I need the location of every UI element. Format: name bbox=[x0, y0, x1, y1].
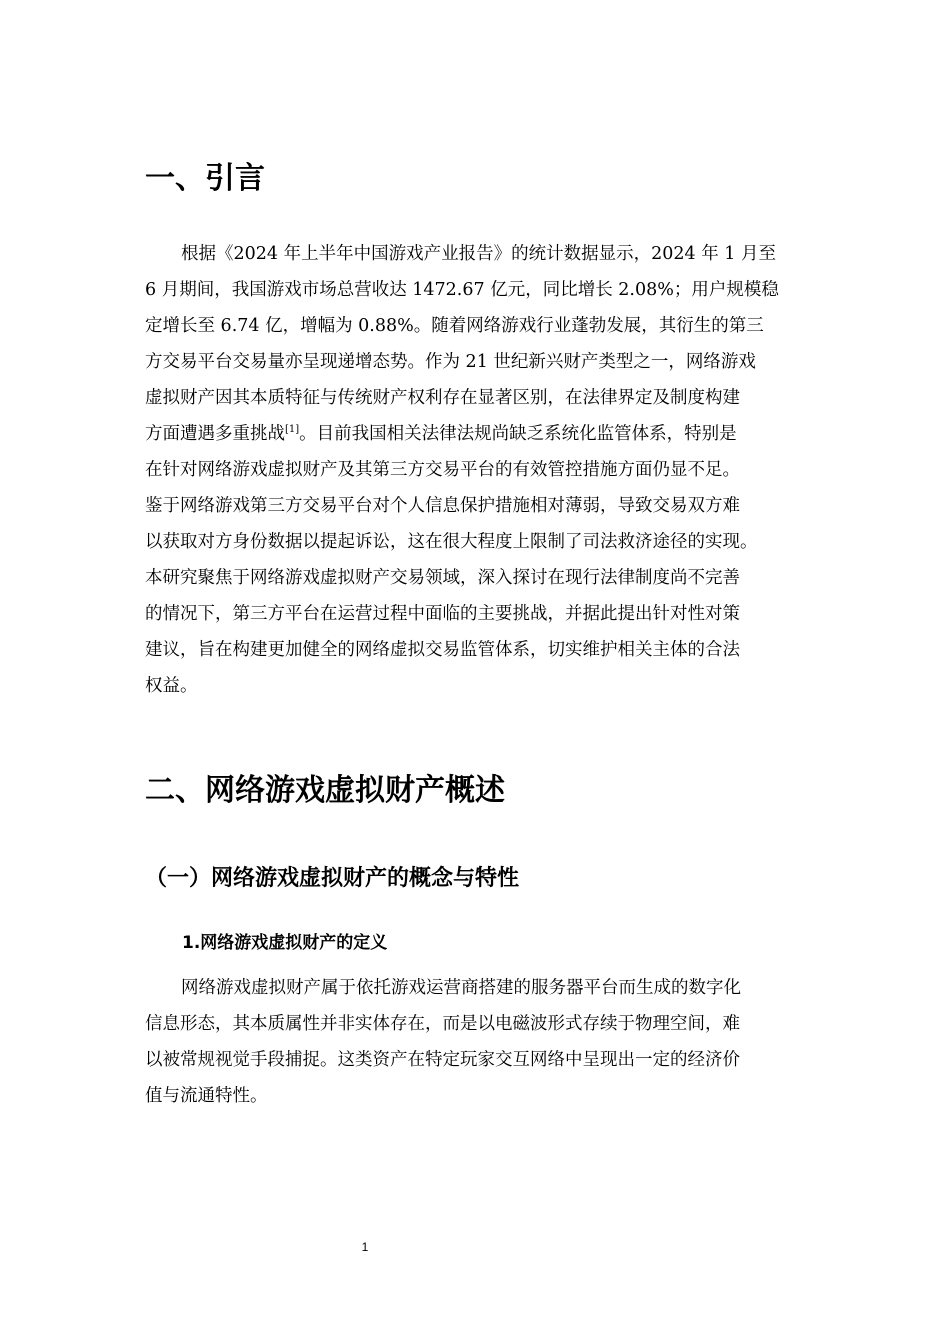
text-line: 建议，旨在构建更加健全的网络虚拟交易监管体系，切实维护相关主体的合法 bbox=[145, 640, 740, 660]
text-line: 以获取对方身份数据以提起诉讼，这在很大程度上限制了司法救济途径的实现。 bbox=[145, 532, 758, 552]
text-segment: 方面遭遇多重挑战 bbox=[145, 424, 285, 444]
text-line: 值与流通特性。 bbox=[145, 1086, 268, 1106]
text-line: 在针对网络游戏虚拟财产及其第三方交易平台的有效管控措施方面仍显不足。 bbox=[145, 460, 740, 480]
text-line: 根据《2024 年上半年中国游戏产业报告》的统计数据显示，2024 年 1 月至 bbox=[181, 244, 776, 264]
subsection-heading: （一）网络游戏虚拟财产的概念与特性 bbox=[145, 866, 520, 891]
introduction-paragraph bbox=[145, 236, 815, 704]
section-heading-overview: 二、网络游戏虚拟财产概述 bbox=[145, 773, 505, 808]
text-segment: 。目前我国相关法律法规尚缺乏系统化监管体系，特别是 bbox=[299, 424, 737, 444]
sub-subsection-heading: 1.网络游戏虚拟财产的定义 bbox=[182, 933, 388, 953]
text-line: 权益。 bbox=[145, 676, 198, 696]
definition-paragraph bbox=[145, 970, 815, 1114]
page-number: 1 bbox=[361, 1240, 369, 1254]
text-line: 本研究聚焦于网络游戏虚拟财产交易领域，深入探讨在现行法律制度尚不完善 bbox=[145, 568, 740, 588]
text-line: 网络游戏虚拟财产属于依托游戏运营商搭建的服务器平台而生成的数字化 bbox=[181, 978, 741, 998]
text-line: 以被常规视觉手段捕捉。这类资产在特定玩家交互网络中呈现出一定的经济价 bbox=[145, 1050, 740, 1070]
text-line: 虚拟财产因其本质特征与传统财产权利存在显著区别，在法律界定及制度构建 bbox=[145, 388, 740, 408]
text-line: 6 月期间，我国游戏市场总营收达 1472.67 亿元，同比增长 2.08%；用户规模稳 bbox=[145, 280, 779, 300]
citation-reference: [1] bbox=[285, 424, 300, 436]
text-line: 信息形态，其本质属性并非实体存在，而是以电磁波形式存续于物理空间，难 bbox=[145, 1014, 740, 1034]
section-heading-introduction: 一、引言 bbox=[145, 161, 265, 196]
text-line: 鉴于网络游戏第三方交易平台对个人信息保护措施相对薄弱，导致交易双方难 bbox=[145, 496, 740, 516]
text-line: 的情况下，第三方平台在运营过程中面临的主要挑战，并据此提出针对性对策 bbox=[145, 604, 740, 624]
text-line: 方交易平台交易量亦呈现递增态势。作为 21 世纪新兴财产类型之一，网络游戏 bbox=[145, 352, 756, 372]
text-line: 定增长至 6.74 亿，增幅为 0.88%。随着网络游戏行业蓬勃发展，其衍生的第三 bbox=[145, 316, 764, 336]
text-line-with-citation bbox=[145, 416, 815, 452]
